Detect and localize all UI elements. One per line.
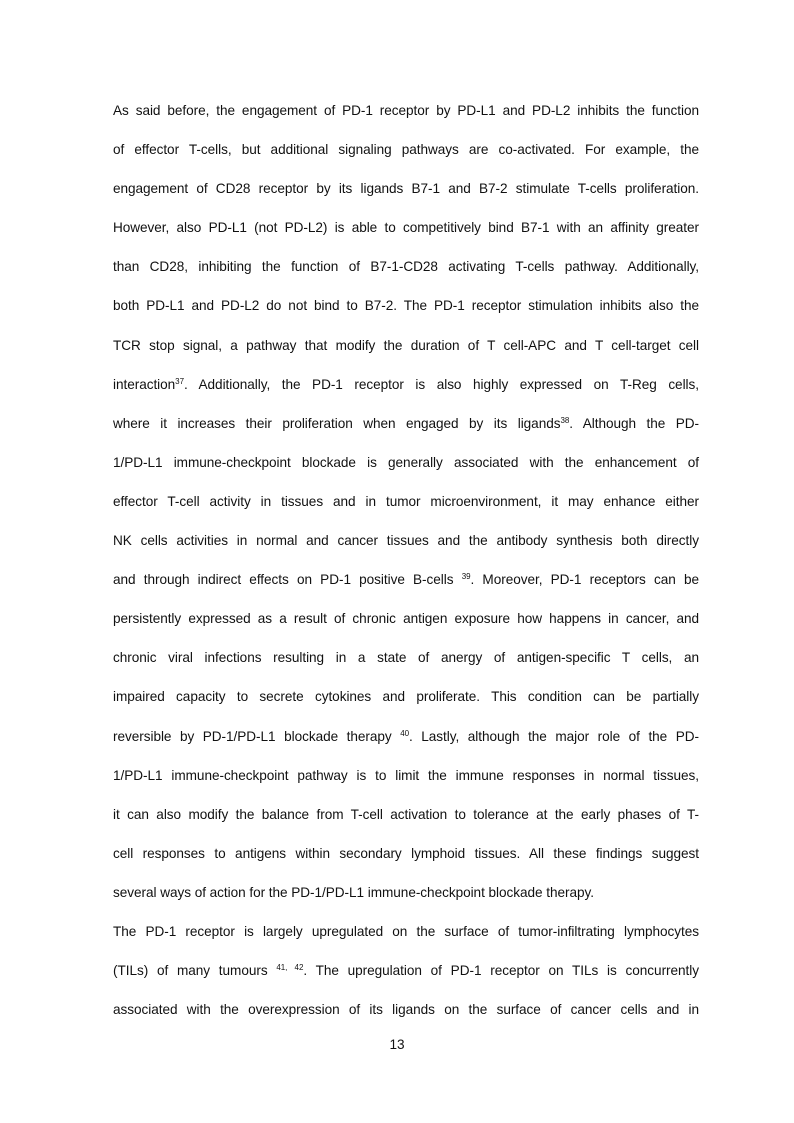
text-segment: cell responses to antigens within secondary lymphoid tissues. All these findings suggest [113,845,699,861]
text-segment: The PD-1 receptor is largely upregulated on the surface of tumor-infiltrating lymphocytes [113,923,699,939]
text-line [113,717,699,756]
citation-ref: 37 [175,376,184,386]
text-segment: . The upregulation of PD-1 receptor on TILs is concurrently [303,963,699,979]
text-line [113,638,699,677]
text-segment: . Although the PD- [569,415,699,431]
text-segment: several ways of action for the PD-1/PD-L1 immune-checkpoint blockade therapy. [113,884,594,900]
text-segment: chronic viral infections resulting in a state of anergy of antigen-specific T cells, an [113,650,699,666]
text-line [113,677,699,716]
text-line [113,912,699,951]
text-segment: 1/PD-L1 immune-checkpoint pathway is to limit the immune responses in normal tissues, [113,767,699,783]
citation-ref: 39 [461,572,471,582]
text-segment: engagement of CD28 receptor by its ligands B7-1 and B7-2 stimulate T-cells proliferation. [113,181,699,197]
text-segment: . Moreover, PD-1 receptors can be [470,572,699,588]
text-line [113,169,699,208]
text-segment: impaired capacity to secrete cytokines and proliferate. This condition can be partially [113,689,699,705]
text-segment: persistently expressed as a result of chronic antigen exposure how happens in cancer, and [113,611,699,627]
text-segment: associated with the overexpression of its ligands on the surface of cancer cells and in [113,1002,699,1018]
text-line [113,91,699,130]
text-segment: both PD-L1 and PD-L2 do not bind to B7-2. The PD-1 receptor stimulation inhibits also the [113,298,699,314]
text-line [113,482,699,521]
text-line [113,326,699,365]
text-segment: NK cells activities in normal and cancer tissues and the antibody synthesis both directly [113,533,699,549]
text-line [113,521,699,560]
citation-ref: 40 [400,728,410,738]
page-number: 13 [389,1037,405,1052]
text-segment: effector T-cell activity in tissues and in tumor microenvironment, it may enhance either [113,493,699,509]
text-line [113,208,699,247]
text-segment: of effector T-cells, but additional signaling pathways are co-activated. For example, the [113,142,699,158]
text-line [113,365,699,404]
text-segment: and through indirect effects on PD-1 positive B-cells [113,572,462,588]
text-segment: than CD28, inhibiting the function of B7-1-CD28 activating T-cells pathway. Additionally, [113,259,699,275]
text-segment: . Additionally, the PD-1 receptor is also highly expressed on T-Reg cells, [183,376,699,392]
paragraph-pd1-functions [113,91,699,912]
text-line [113,834,699,873]
text-line [113,130,699,169]
text-line [113,873,699,912]
text-line [113,990,699,1029]
text-segment: As said before, the engagement of PD-1 receptor by PD-L1 and PD-L2 inhibits the function [113,103,699,118]
text-line [113,795,699,834]
text-segment: (TILs) of many tumours [113,963,277,979]
text-line [113,560,699,599]
citation-ref: 38 [560,415,570,425]
text-line [113,951,699,990]
text-segment: 1/PD-L1 immune-checkpoint blockade is generally associated with the enhancement of [113,454,699,470]
citation-ref: 41, 42 [276,963,304,973]
text-line [113,599,699,638]
text-segment: However, also PD-L1 (not PD-L2) is able to competitively bind B7-1 with an affinity greater [113,220,699,236]
text-line [113,247,699,286]
text-segment: . Lastly, although the major role of the PD- [409,728,699,744]
body-text [113,91,699,1029]
text-segment: where it increases their proliferation when engaged by its ligands [113,415,561,431]
text-line [113,404,699,443]
text-segment: interaction [113,376,176,392]
text-line [113,286,699,325]
text-segment: it can also modify the balance from T-cell activation to tolerance at the early phases of T- [113,806,699,822]
paragraph-pd1-upregulation [113,912,699,1029]
text-segment: reversible by PD-1/PD-L1 blockade therapy [113,728,401,744]
text-segment: TCR stop signal, a pathway that modify the duration of T cell-APC and T cell-target cell [113,337,699,353]
text-line [113,443,699,482]
text-line [113,756,699,795]
